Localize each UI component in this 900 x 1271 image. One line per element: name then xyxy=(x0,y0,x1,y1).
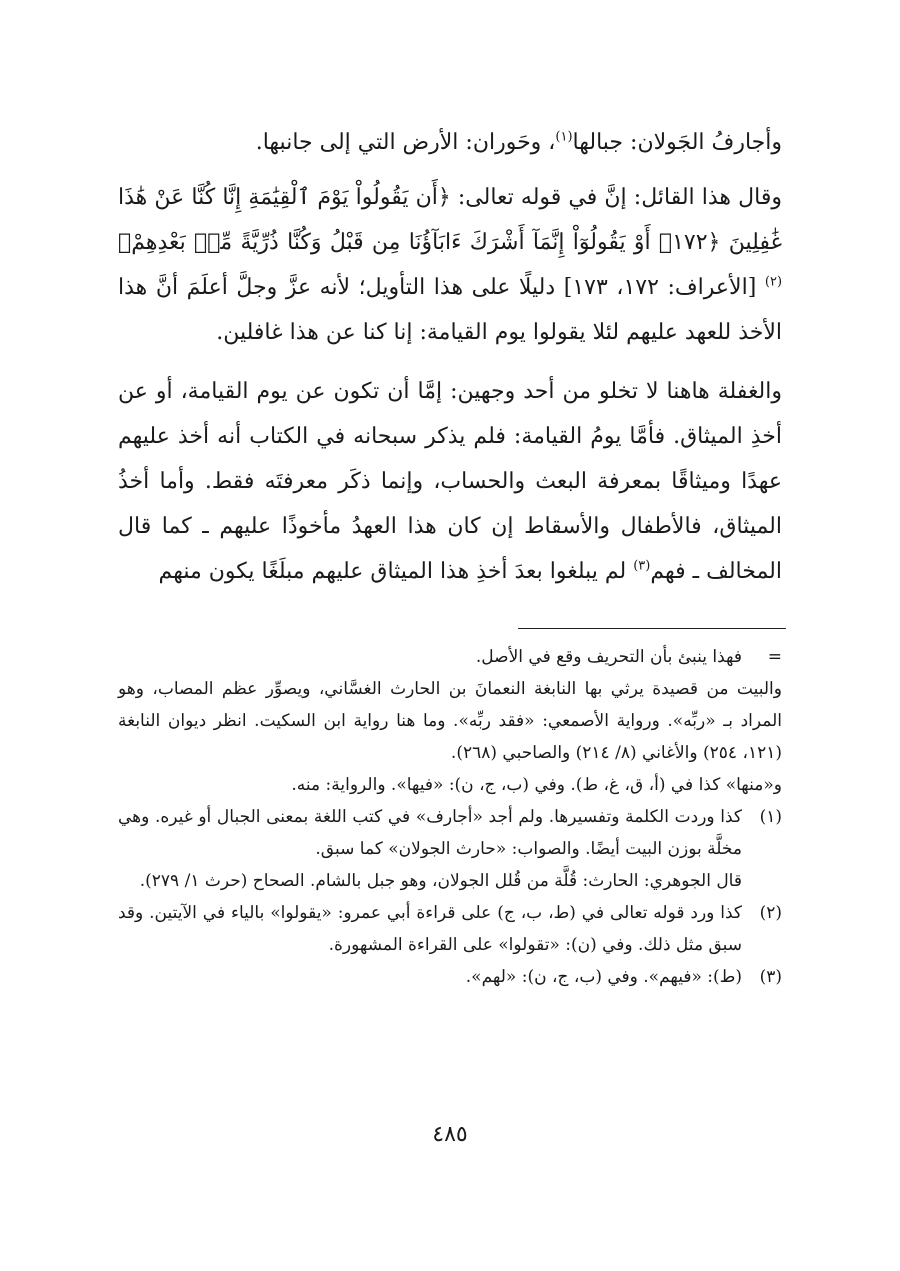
paragraph-1 xyxy=(118,120,782,165)
footnote-ref-1: (١) xyxy=(555,129,573,145)
paragraph-3-text-b: لم يبلغوا بعدَ أخذِ هذا الميثاق عليهم مبلَغًا يكون منهم xyxy=(158,559,634,584)
footnote-2 xyxy=(118,897,782,961)
footnote-3-mark: (٣) xyxy=(759,967,782,987)
footnote-3-body xyxy=(118,961,742,993)
footnote-divider xyxy=(518,628,786,629)
footnote-line: و«منها» كذا في (أ، ق، غ، ط). وفي (ب، ج، ن): «فيها». والرواية: منه. xyxy=(291,775,782,795)
footnote-ref-3: (٣) xyxy=(633,558,651,574)
footnote-continuation-body xyxy=(118,641,742,673)
footnote-ref-2: (٢) xyxy=(764,274,783,290)
paragraph-2-text-b: [الأعراف: ١٧٢، ١٧٣] دليلًا على هذا التأويل؛ لأنه عزَّ وجلَّ أعلَمَ أنَّ هذا الأخذ للعهد عليهم لئلا يقولوا يوم القيامة: إنا كنا عن هذا غافلين. xyxy=(118,275,782,345)
footnote-1-body xyxy=(118,801,742,897)
footnote-continuation-mark: = xyxy=(767,647,782,667)
footnote-line: فهذا ينبئ بأن التحريف وقع في الأصل. xyxy=(475,647,742,667)
paragraph-1-text-b: ، وحَوران: الأرض التي إلى جانبها. xyxy=(255,130,556,155)
page-number: ٤٨٥ xyxy=(432,1122,468,1147)
paragraph-3 xyxy=(118,369,782,594)
footnote-line: قال الجوهري: الحارث: قُلَّة من قُلل الجولان، وهو جبل بالشام. الصحاح (حرث ١/ ٢٧٩). xyxy=(139,871,742,891)
paragraph-2 xyxy=(118,175,782,355)
footnote-line: كذا وردت الكلمة وتفسيرها. ولم أجد «أجارف» في كتب اللغة بمعنى الجبال أو غيره. وهي مخلَّة بوزن البيت أيضًا. والصواب: «حارث الجولان» كما سبق. xyxy=(118,807,742,859)
main-text xyxy=(118,120,782,594)
footnotes xyxy=(118,641,782,993)
footnote-1 xyxy=(118,801,782,897)
paragraph-1-text-a: وأجارفُ الجَولان: جبالها xyxy=(572,130,782,155)
footnote-2-mark: (٢) xyxy=(759,903,782,923)
paragraph-3-text-a: والغفلة هاهنا لا تخلو من أحد وجهين: إمَّا أن تكون عن يوم القيامة، أو عن أخذِ الميثاق. فأمَّا يومُ القيامة: فلم يذكر سبحانه في الكتاب أنه أخذ عليهم عهدًا وميثاقًا بمعرفة البعث والحساب، وإنما ذكَر معرفتَه فقط. وأما أخذُ الميثاق، فالأطفال والأسقاط إن كان هذا العهدُ مأخوذًا عليهم ـ كما قال المخالف ـ فهم xyxy=(118,379,782,584)
footnote-continuation xyxy=(118,641,782,673)
quran-verse: ﴿أَن يَقُولُواْ يَوْمَ ٱلْقِيَٰمَةِ إِنَّا كُنَّا عَنْ هَٰذَا غَٰفِلِينَ ﴿١٧٢﴾ أَوْ يَقُولُوٓاْ إِنَّمَآ أَشْرَكَ ءَابَآؤُنَا مِن قَبْلُ وَكُنَّا ذُرِّيَّةً مِّنۢ بَعْدِهِمْ﴾ xyxy=(118,185,783,255)
footnote-line: والبيت من قصيدة يرثي بها النابغة النعمانَ بن الحارث الغسَّاني، ويصوِّر عظم المصاب، وهو المراد بـ «ربِّه». ورواية الأصمعي: «فقد ربِّه». وما هنا رواية ابن السكيت. انظر ديوان النابغة (١٢١، ٢٥٤) والأغاني (٨/ ٢١٤) والصاحبي (٢٦٨). xyxy=(118,679,782,763)
book-page xyxy=(118,120,782,1271)
footnote-continuation-body-2 xyxy=(118,673,782,801)
paragraph-2-text-a: وقال هذا القائل: إنَّ في قوله تعالى: xyxy=(450,185,782,210)
footnote-line: كذا ورد قوله تعالى في (ط، ب، ج) على قراءة أبي عمرو: «يقولوا» بالياء في الآيتين. وقد سبق مثل ذلك. وفي (ن): «تقولوا» على القراءة المشهورة. xyxy=(118,903,742,955)
footnote-line: (ط): «فيهم». وفي (ب، ج، ن): «لهم». xyxy=(465,967,742,987)
footnote-2-body xyxy=(118,897,742,961)
footnote-1-mark: (١) xyxy=(759,807,782,827)
footnote-3 xyxy=(118,961,782,993)
